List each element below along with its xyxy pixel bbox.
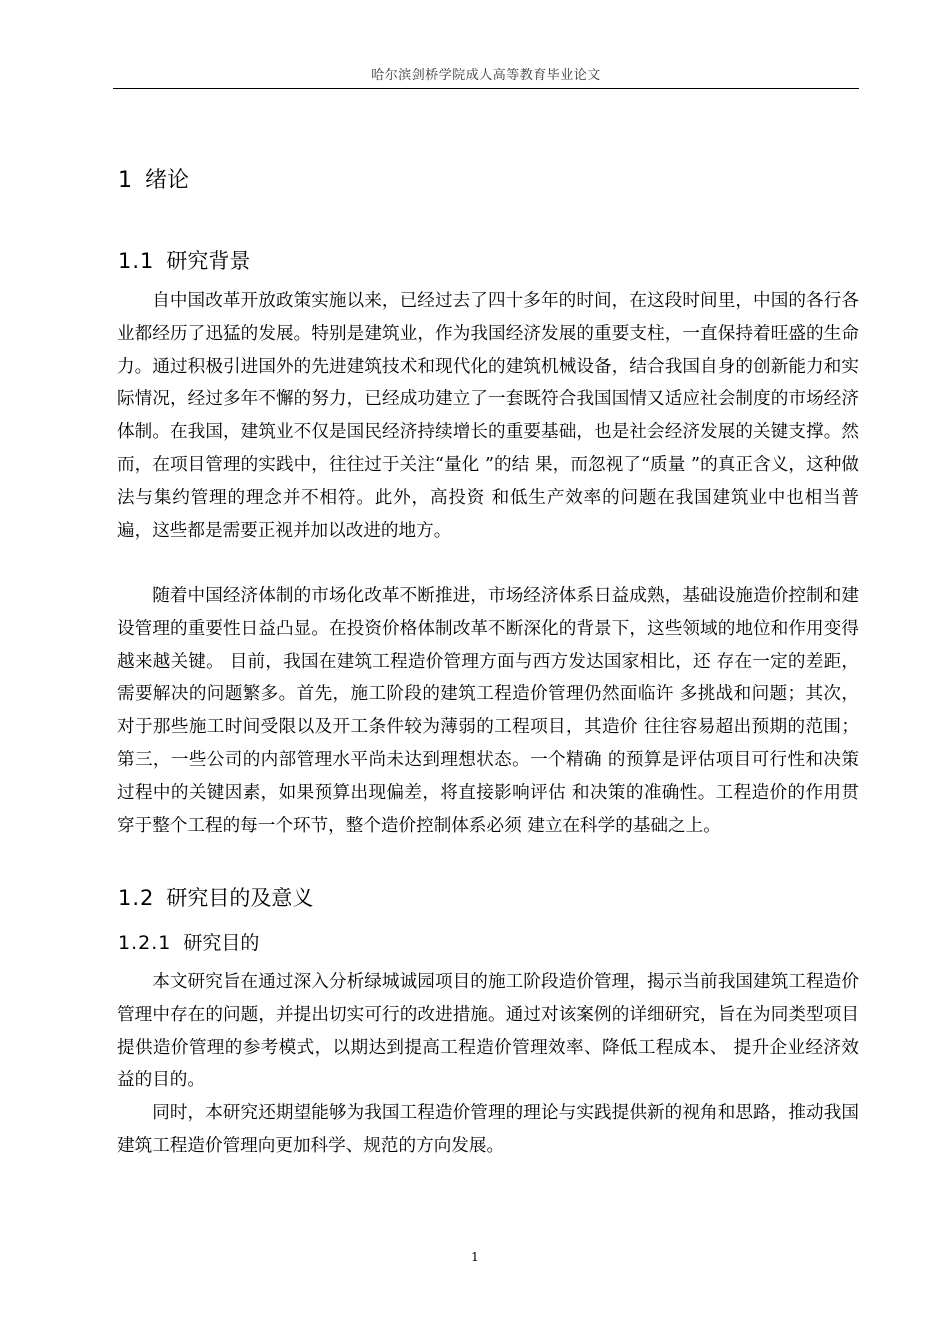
section-heading-1-1 — [118, 245, 250, 275]
subsection-number: 1.2.1 — [118, 932, 172, 954]
subsection-heading-1-2-1 — [118, 928, 259, 955]
section-title: 研究背景 — [166, 249, 251, 273]
paragraph-purpose-2: 同时，本研究还期望能够为我国工程造价管理的理论与实践提供新的视角和思路，推动我国建筑工程造价管理向更加科学、规范的方向发展。 — [117, 1103, 859, 1156]
paragraph-background-1: 自中国改革开放政策实施以来，已经过去了四十多年的时间，在这段时间里，中国的各行各业都经历了迅猛的发展。特别是建筑业，作为我国经济发展的重要支柱，一直保持着旺盛的生命力。通过积极引进国外的先进建筑技术和现代化的建筑机械设备，结合我国自身的创新能力和实际情况，经过多年不懈的努力，已经成功建立了一套既符合我国国情又适应社会制度的市场经济体制。在我国，建筑业不仅是国民经济持续增长的重要基础，也是社会经济发展的关键支撑。然而，在项目管理的实践中，往往过于关注“量化 ”的结 果，而忽视了“质量 ”的真正含义，这种做法与集约管理的理念并不相符。此外，高投资 和低生产效率的问题在我国建筑业中也相当普遍，这些都是需要正视并加以改进的地方。 — [117, 291, 859, 541]
chapter-title: 绪论 — [145, 168, 190, 193]
section-number: 1.2 — [118, 886, 155, 910]
section-number: 1.1 — [118, 249, 155, 273]
section-title: 研究目的及意义 — [166, 886, 314, 910]
paragraph-purpose-1: 本文研究旨在通过深入分析绿城诚园项目的施工阶段造价管理，揭示当前我国建筑工程造价管理中存在的问题，并提出切实可行的改进措施。通过对该案例的详细研究，旨在为同类型项目提供造价管理的参考模式，以期达到提高工程造价管理效率、降低工程成本、 提升企业经济效益的目的。 — [117, 972, 859, 1091]
header-rule — [113, 88, 859, 89]
running-header: 哈尔滨剑桥学院成人高等教育毕业论文 — [371, 68, 601, 83]
section-heading-1-2 — [118, 882, 313, 912]
subsection-title: 研究目的 — [183, 932, 260, 954]
paragraph-background-2: 随着中国经济体制的市场化改革不断推进，市场经济体系日益成熟，基础设施造价控制和建设管理的重要性日益凸显。在投资价格体制改革不断深化的背景下，这些领域的地位和作用变得越来越关键。 目前，我国在建筑工程造价管理方面与西方发达国家相比，还 存在一定的差距，需要解决的问题繁多。首先，施工阶段的建筑工程造价管理仍然面临许 多挑战和问题；其次，对于那些施工时间受限以及开工条件较为薄弱的工程项目，其造价 往往容易超出预期的范围；第三，一些公司的内部管理水平尚未达到理想状态。一个精确 的预算是评估项目可行性和决策过程中的关键因素，如果预算出现偏差，将直接影响评估 和决策的准确性。工程造价的作用贯穿于整个工程的每一个环节，整个造价控制体系必须 建立在科学的基础之上。 — [117, 586, 859, 836]
chapter-number: 1 — [118, 168, 133, 193]
chapter-heading — [118, 163, 189, 194]
page-number: 1 — [471, 1250, 479, 1264]
